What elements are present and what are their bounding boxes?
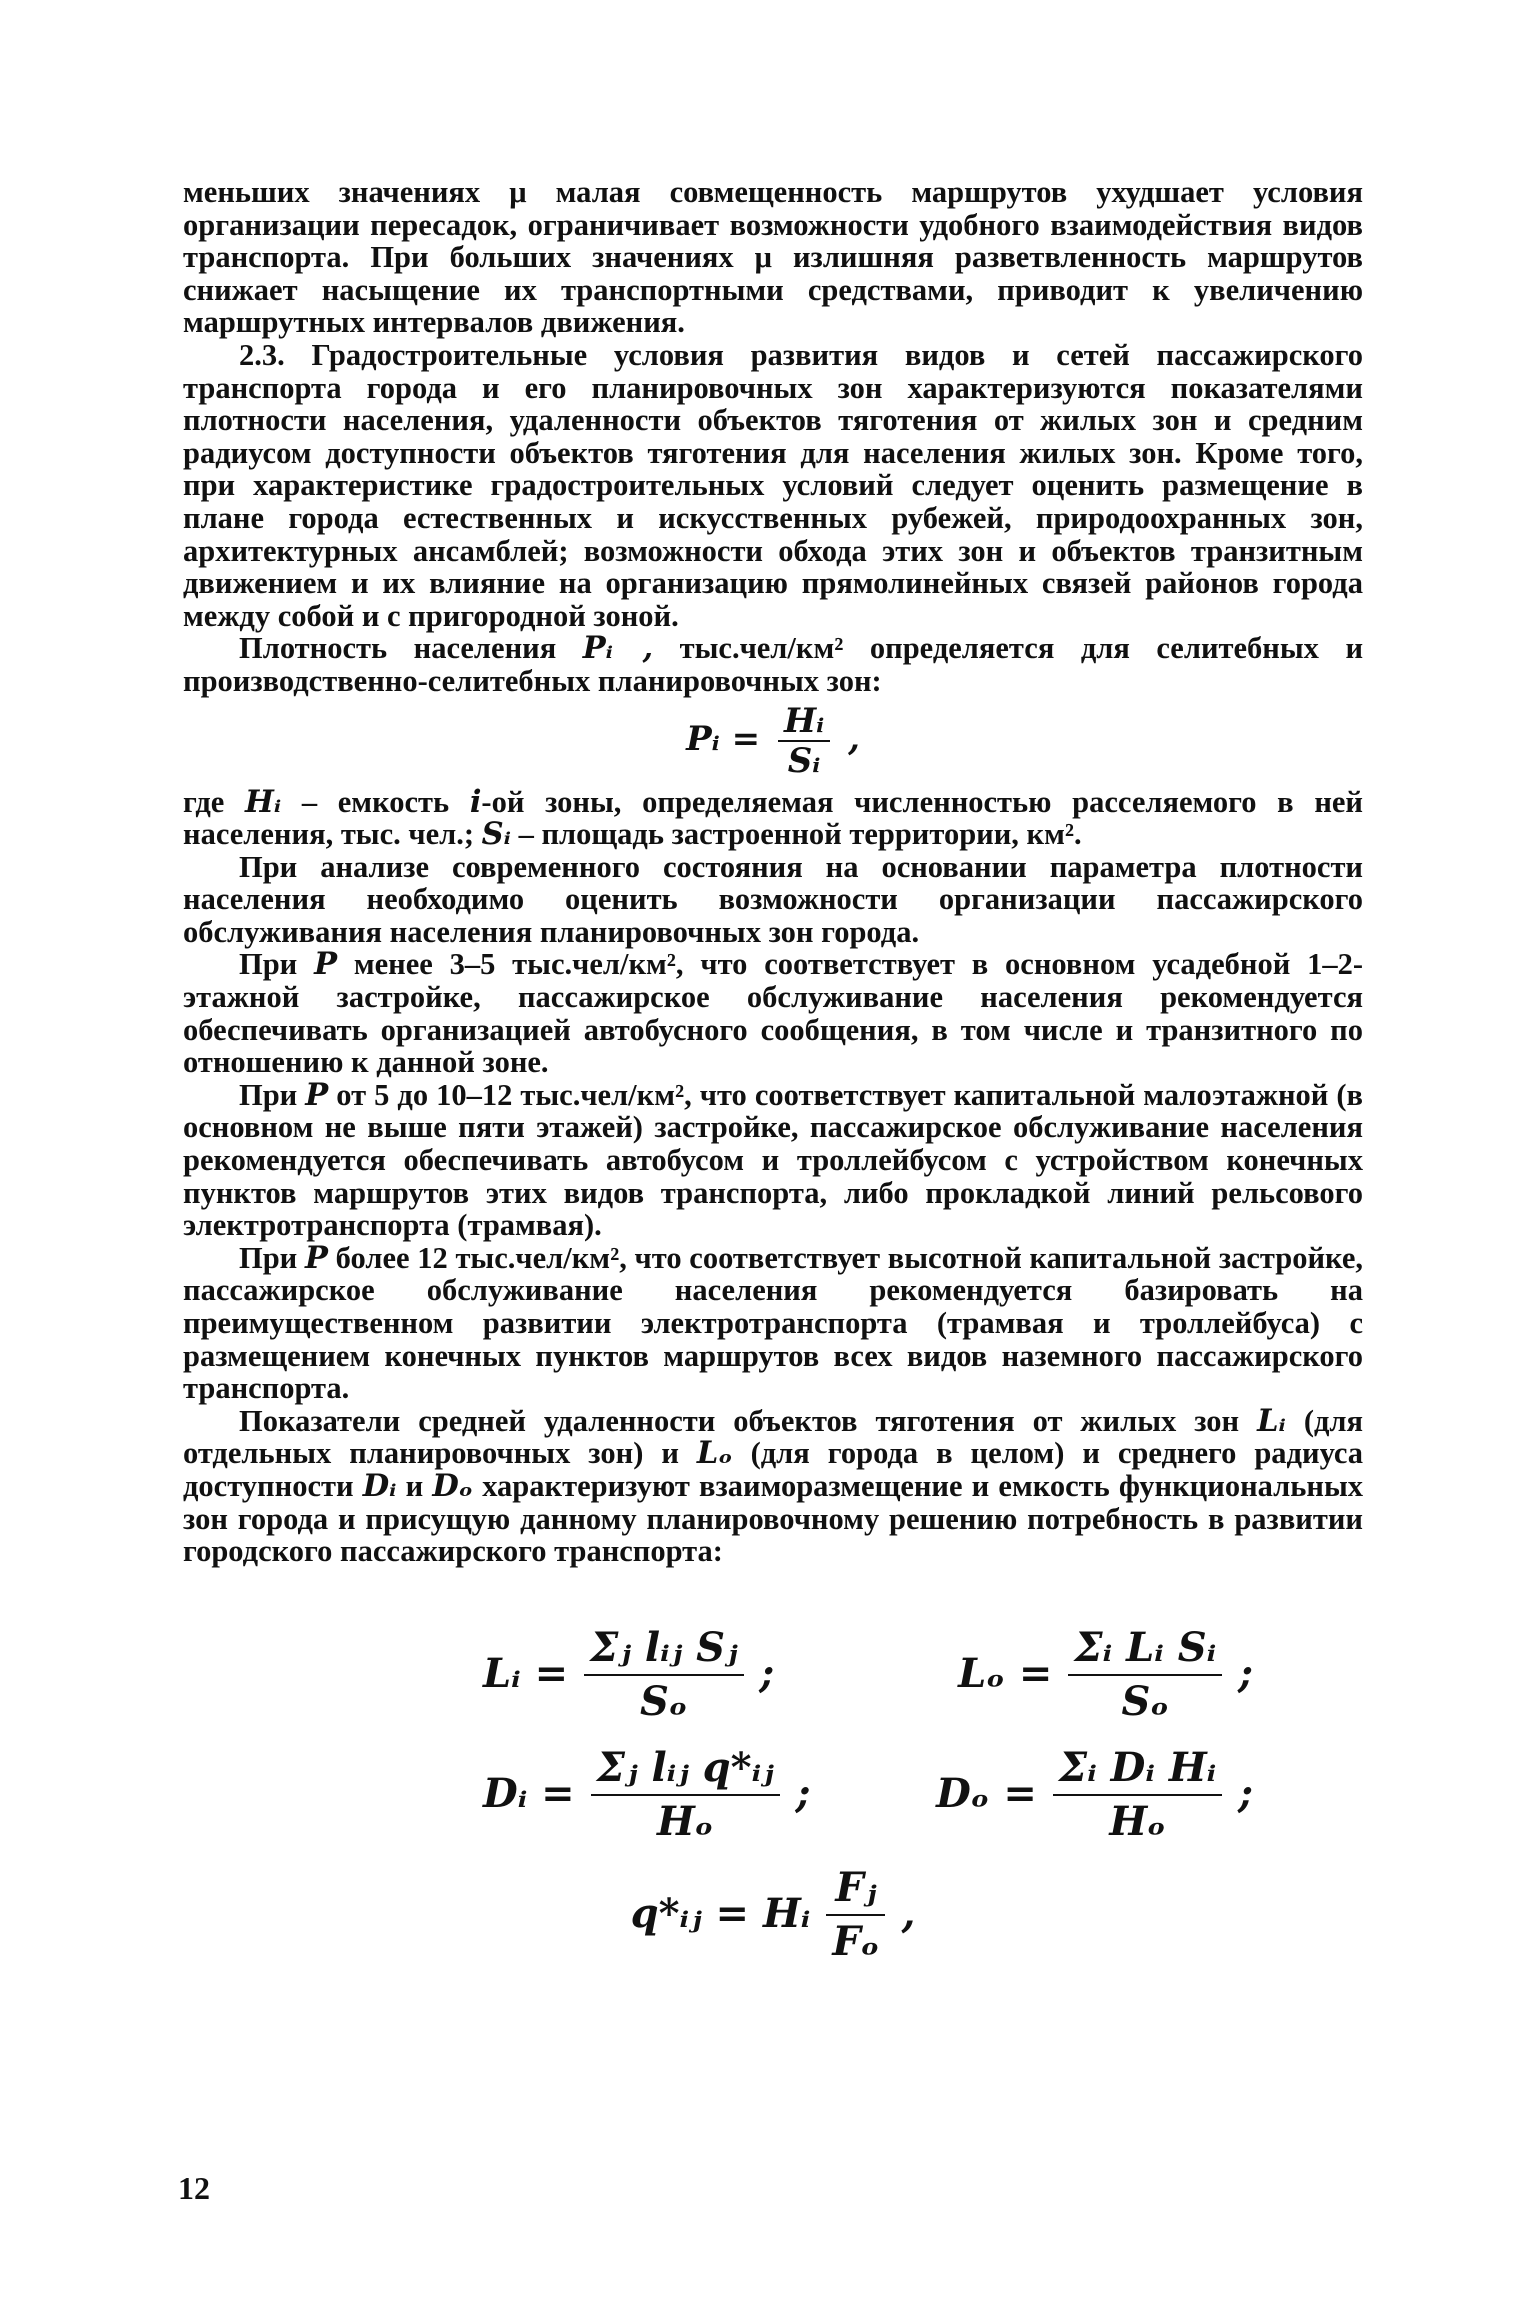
symbol-di: Dᵢ: [362, 1467, 397, 1504]
formula-punct: ;: [1238, 1650, 1253, 1698]
fraction-numerator: Σⱼ lᵢⱼ q*ᵢⱼ: [591, 1742, 780, 1796]
formula-row-l: [183, 1622, 1363, 1728]
fraction-denominator: Fₒ: [832, 1917, 880, 1965]
text-fragment: При: [239, 1240, 298, 1275]
formula-do: [936, 1742, 1253, 1848]
symbol-hi: Hᵢ: [245, 783, 282, 820]
fraction: [1053, 1742, 1222, 1848]
paragraph-analysis: [183, 851, 1363, 949]
symbol-i: i: [469, 783, 482, 820]
symbol-p: P: [314, 946, 338, 983]
paragraph-mid-density: [183, 1076, 1364, 1243]
text-fragment: – площадь застроенной территории, км².: [518, 817, 1082, 852]
formula-punct: ;: [1238, 1770, 1253, 1818]
page-number: 12: [178, 2170, 210, 2206]
fraction: [1068, 1622, 1222, 1728]
fraction-denominator: Hₒ: [656, 1797, 714, 1845]
formula-lhs: Dᵢ =: [483, 1770, 575, 1818]
fraction-denominator: Sᵢ: [787, 740, 821, 781]
fraction-numerator: Σⱼ lᵢⱼ Sⱼ: [584, 1622, 743, 1676]
paragraph-density-def: [183, 632, 1363, 697]
document-page: [183, 176, 1363, 1982]
text-fragment: более 12 тыс.чел/км², что соответствует высотной капитальной застройке, пассажирское обслуживание населения рекомендуется базировать на преимущественном развитии электротранспорта (трамвая и троллейбуса) с размещением конечных пунктов маршрутов всех видов наземного пассажирского транспорта.: [183, 1240, 1364, 1406]
symbol-li: Lᵢ: [1257, 1402, 1286, 1439]
formula-lhs: Lₒ =: [958, 1650, 1053, 1698]
text-fragment: -ой зоны, определяемая численностью расселяемого в ней населения, тыс. чел.;: [183, 784, 1363, 852]
text-fragment: от 5 до 10–12 тыс.чел/км², что соответствует капитальной малоэтажной (в основном не выше пяти этажей) застройке, пассажирское обслуживание населения рекомендуется обеспечивать автобусом и троллейбусом с устройством конечных пунктов маршрутов этих видов транспорта, либо прокладкой линий рельсового электротранспорта (трамвая).: [183, 1077, 1364, 1243]
text-fragment: (для города в целом) и среднего радиуса доступности: [183, 1436, 1364, 1503]
paragraph-where: [183, 783, 1363, 853]
text-fragment: где: [183, 784, 225, 819]
fraction: [584, 1622, 743, 1728]
formula-punct: ;: [759, 1650, 775, 1698]
symbol-pi: Pᵢ ,: [582, 630, 654, 667]
symbol-lo: Lₒ: [696, 1435, 733, 1472]
formula-li: [483, 1622, 774, 1728]
text-fragment: характеризуют взаиморазмещение и емкость функциональных зон города и присущую данному планировочному решению потребность в развитии городского пассажирского транспорта:: [183, 1468, 1364, 1569]
paragraph-low-density: [183, 948, 1363, 1078]
formula-row-d: [183, 1742, 1363, 1848]
formula-punct: ,: [848, 718, 860, 759]
text-fragment: (для отдельных планировочных зон) и: [183, 1403, 1364, 1471]
formula-punct: ,: [901, 1890, 916, 1938]
symbol-si: Sᵢ: [481, 816, 511, 853]
formula-row-q: [183, 1862, 1363, 1968]
symbol-p: P: [304, 1239, 328, 1276]
fraction-denominator: Sₒ: [1121, 1677, 1170, 1725]
text-fragment: Показатели средней удаленности объектов тяготения от жилых зон: [239, 1403, 1240, 1438]
paragraph-text: При анализе современного состояния на основании параметра плотности населения необходимо оценить возможности организации пассажирского обслуживания населения планировочных зон города.: [183, 849, 1363, 949]
fraction-denominator: Sₒ: [640, 1677, 688, 1725]
formula-qij: [631, 1862, 916, 1968]
formula-lhs: Lᵢ =: [483, 1650, 569, 1698]
fraction-numerator: Fⱼ: [826, 1862, 885, 1916]
text-fragment: При: [239, 1077, 298, 1112]
fraction-numerator: Hᵢ: [778, 702, 830, 742]
formula-lhs: q*ᵢⱼ = Hᵢ: [630, 1890, 811, 1938]
paragraph-text: меньших значениях μ малая совмещенность маршрутов ухудшает условия организации пересадок, ограничивает возможности удобного взаимодействия видов транспорта. При больших значениях μ излишняя разветвленность маршрутов снижает насыщение их транспортными средствами, приводит к увеличению маршрутных интервалов движения.: [183, 175, 1363, 340]
paragraph-urban-conditions: [183, 339, 1363, 632]
formula-density: [183, 702, 1363, 780]
formula-di: [483, 1742, 810, 1848]
fraction-denominator: Hₒ: [1109, 1797, 1166, 1845]
fraction: [826, 1862, 885, 1968]
text-fragment: – емкость: [301, 784, 450, 819]
fraction-numerator: Σᵢ Dᵢ Hᵢ: [1053, 1742, 1222, 1796]
formula-block: [183, 1622, 1363, 1968]
paragraph-indicators: [183, 1402, 1364, 1569]
paragraph-high-density: [183, 1239, 1364, 1406]
text-fragment: При: [239, 947, 298, 982]
formula-lo: [958, 1622, 1253, 1728]
fraction: [591, 1742, 780, 1848]
symbol-do: Dₒ: [432, 1467, 474, 1504]
formula-lhs: Dₒ =: [936, 1770, 1037, 1818]
fraction-numerator: Σᵢ Lᵢ Sᵢ: [1068, 1622, 1222, 1676]
fraction: [778, 702, 830, 780]
paragraph-mu-intro: [183, 176, 1363, 339]
text-fragment: Плотность населения: [239, 631, 557, 666]
formula-punct: ;: [795, 1770, 811, 1818]
paragraph-text: 2.3. Градостроительные условия развития видов и сетей пассажирского транспорта города и его планировочных зон характеризуются показателями плотности населения, удаленности объектов тяготения от жилых зон и средним радиусом доступности объектов тяготения для населения жилых зон. Кроме того, при характеристике градостроительных условий следует оценить размещение в плане города естественных и искусственных рубежей, природоохранных зон, архитектурных ансамблей; возможности обхода этих зон и объектов транзитным движением и их влияние на организацию прямолинейных связей районов города между собой и с пригородной зоной.: [183, 337, 1363, 633]
text-fragment: менее 3–5 тыс.чел/км², что соответствует в основном усадебной 1–2-этажной застройке, пассажирское обслуживание населения рекомендуется обеспечивать организацией автобусного сообщения, в том числе и транзитного по отношению к данной зоне.: [183, 947, 1364, 1080]
text-fragment: тыс.чел/км² определяется для селитебных и производственно-селитебных планировочных зон:: [183, 631, 1364, 698]
formula-lhs: Pᵢ =: [686, 718, 761, 759]
symbol-p: P: [305, 1076, 329, 1113]
text-fragment: и: [405, 1468, 424, 1503]
